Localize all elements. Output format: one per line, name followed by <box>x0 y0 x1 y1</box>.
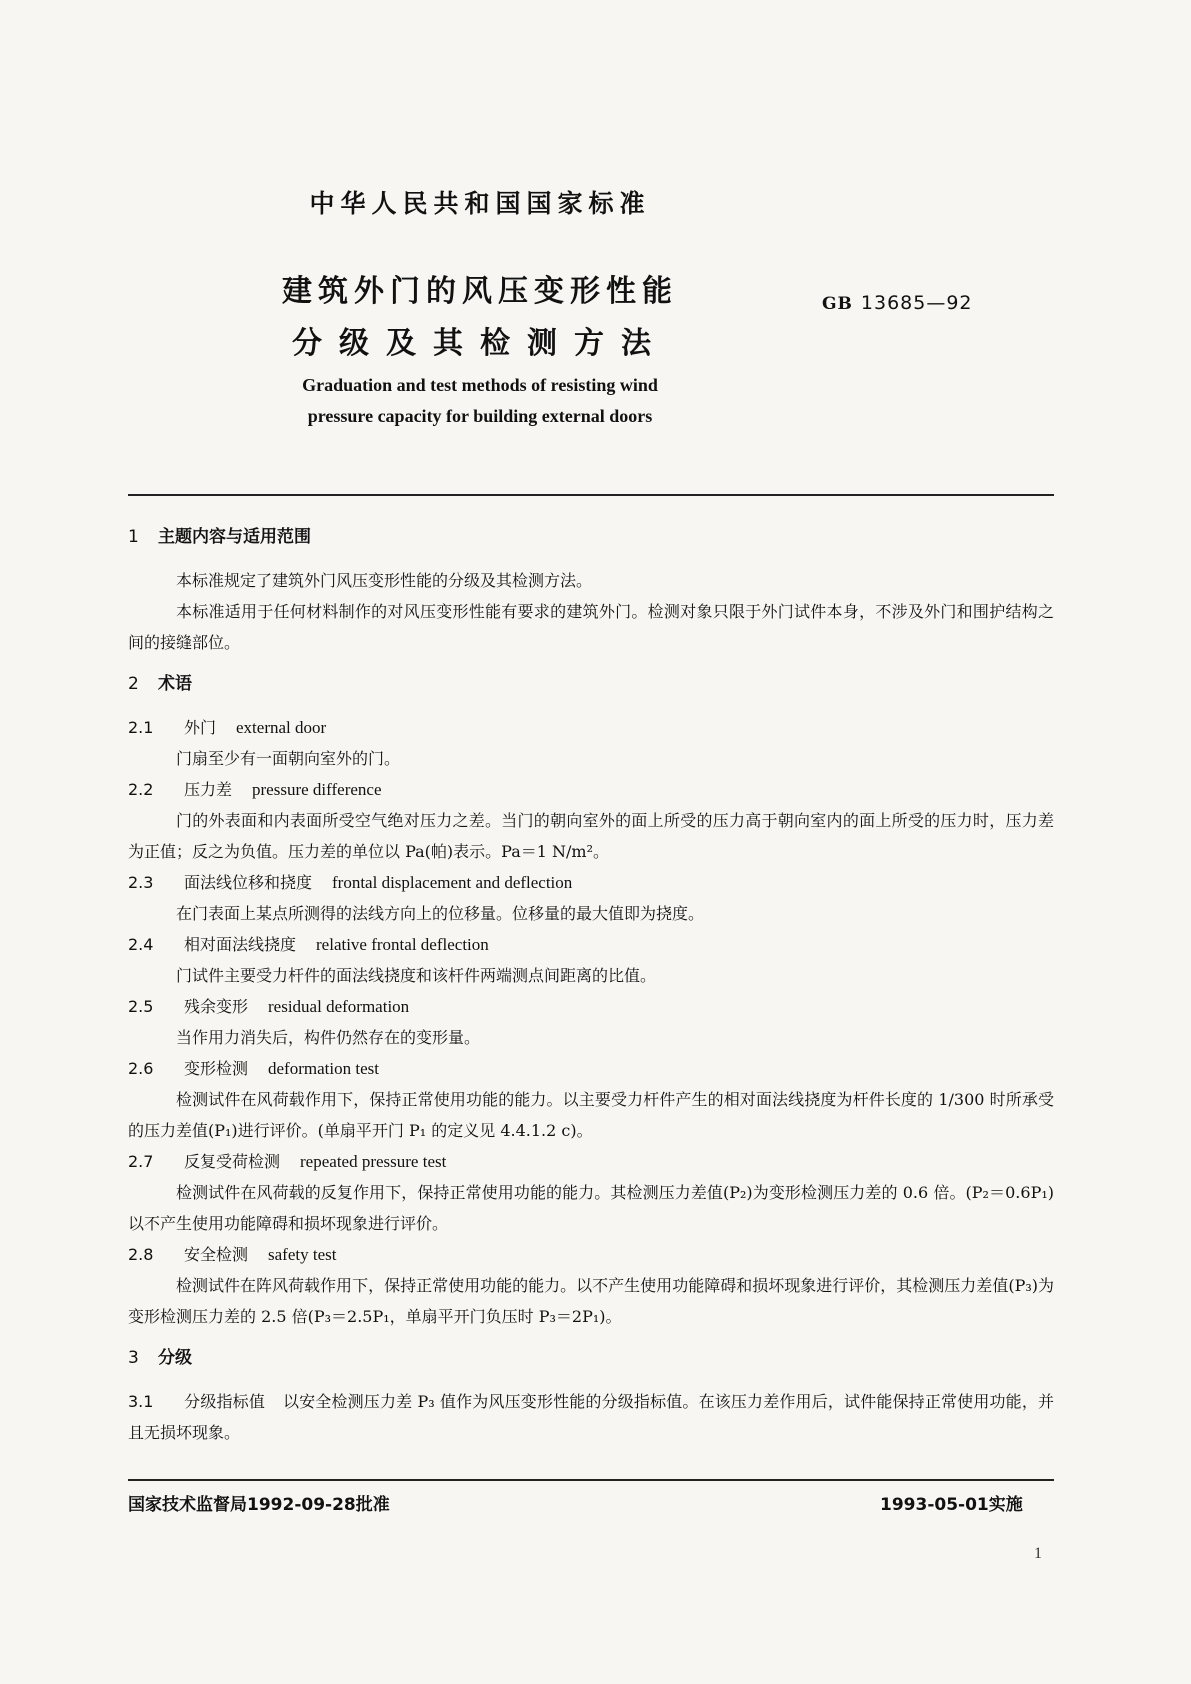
term-2-1 <box>128 712 1054 743</box>
english-title-line-2: pressure capacity for building external doors <box>307 406 653 426</box>
term-number: 2.6 <box>128 1059 154 1078</box>
standard-prefix: GB <box>822 294 853 314</box>
term-number: 2.4 <box>128 935 154 954</box>
term-cn: 外门 <box>184 718 217 737</box>
term-en: residual deformation <box>268 997 410 1016</box>
section-title: 分级 <box>158 1348 192 1368</box>
section-number: 1 <box>128 527 139 547</box>
implementation-date: 1993-05-01实施 <box>880 1495 1023 1515</box>
term-number: 2.5 <box>128 997 154 1016</box>
term-cn: 安全检测 <box>184 1245 249 1264</box>
term-en: relative frontal deflection <box>316 935 489 954</box>
term-definition: 门扇至少有一面朝向室外的门。 <box>176 749 401 768</box>
section-number: 3 <box>128 1348 139 1368</box>
term-cn: 反复受荷检测 <box>184 1152 281 1171</box>
term-2-3 <box>128 867 1054 898</box>
paragraph: 本标准适用于任何材料制作的对风压变形性能有要求的建筑外门。检测对象只限于外门试件本身，不涉及外门和围护结构之间的接缝部位。 <box>128 602 1054 652</box>
page-number: 1 <box>1034 1545 1042 1562</box>
header-divider <box>128 494 1054 496</box>
term-definition: 检测试件在风荷载作用下，保持正常使用功能的能力。以主要受力杆件产生的相对面法线挠度为杆件长度的 1/300 时所承受的压力差值(P₁)进行评价。(单扇平开门 P₁ 的定义见 4.4.1.2 c)。 <box>128 1090 1054 1140</box>
item-text: 以安全检测压力差 P₃ 值作为风压变形性能的分级指标值。在该压力差作用后，试件能保持正常使用功能，并且无损坏现象。 <box>128 1392 1054 1442</box>
standard-code <box>822 292 973 314</box>
section-3-heading <box>128 1346 1054 1370</box>
term-number: 2.7 <box>128 1152 154 1171</box>
term-definition: 当作用力消失后，构件仍然存在的变形量。 <box>176 1028 481 1047</box>
term-number: 2.1 <box>128 718 154 737</box>
item-number: 3.1 <box>128 1392 154 1411</box>
english-title-line-1: Graduation and test methods of resisting wind <box>302 375 658 395</box>
document-body <box>128 525 1054 1448</box>
section-1-heading <box>128 525 1054 549</box>
term-definition: 在门表面上某点所测得的法线方向上的位移量。位移量的最大值即为挠度。 <box>176 904 705 923</box>
term-en: external door <box>236 718 327 737</box>
term-number: 2.8 <box>128 1245 154 1264</box>
term-2-8 <box>128 1239 1054 1270</box>
term-en: deformation test <box>268 1059 379 1078</box>
term-2-2 <box>128 774 1054 805</box>
term-number: 2.3 <box>128 873 154 892</box>
term-cn: 残余变形 <box>184 997 249 1016</box>
term-definition: 检测试件在风荷载的反复作用下，保持正常使用功能的能力。其检测压力差值(P₂)为变形检测压力差的 0.6 倍。(P₂＝0.6P₁)以不产生使用功能障碍和损坏现象进行评价。 <box>128 1183 1054 1233</box>
term-number: 2.2 <box>128 780 154 799</box>
paragraph: 本标准规定了建筑外门风压变形性能的分级及其检测方法。 <box>176 571 593 590</box>
standard-number: 13685—92 <box>860 292 973 314</box>
term-2-6 <box>128 1053 1054 1084</box>
section-title: 术语 <box>158 674 192 694</box>
section-number: 2 <box>128 674 139 694</box>
term-en: repeated pressure test <box>300 1152 447 1171</box>
section-2-heading <box>128 672 1054 696</box>
item-title: 分级指标值 <box>184 1392 265 1411</box>
term-definition: 门试件主要受力杆件的面法线挠度和该杆件两端测点间距离的比值。 <box>176 966 657 985</box>
term-2-7 <box>128 1146 1054 1177</box>
term-en: pressure difference <box>252 780 382 799</box>
term-2-5 <box>128 991 1054 1022</box>
national-standard-heading: 中华人民共和国国家标准 <box>309 189 651 218</box>
term-en: safety test <box>268 1245 337 1264</box>
footer-divider <box>128 1479 1054 1481</box>
title-line-1: 建筑外门的风压变形性能 <box>282 274 678 309</box>
term-definition: 门的外表面和内表面所受空气绝对压力之差。当门的朝向室外的面上所受的压力高于朝向室内的面上所受的压力时，压力差为正值；反之为负值。压力差的单位以 Pa(帕)表示。Pa＝1 N/m²。 <box>128 811 1054 861</box>
term-cn: 压力差 <box>184 780 233 799</box>
approval-date: 国家技术监督局1992-09-28批准 <box>128 1495 390 1515</box>
term-definition: 检测试件在阵风荷载作用下，保持正常使用功能的能力。以不产生使用功能障碍和损坏现象进行评价，其检测压力差值(P₃)为变形检测压力差的 2.5 倍(P₃＝2.5P₁，单扇平开门负压时 P₃＝2P₁)。 <box>128 1276 1054 1326</box>
term-cn: 面法线位移和挠度 <box>184 873 313 892</box>
term-en: frontal displacement and deflection <box>332 873 573 892</box>
term-cn: 相对面法线挠度 <box>184 935 297 954</box>
item-3-1 <box>128 1386 1054 1448</box>
title-line-2: 分级及其检测方法 <box>292 326 668 361</box>
term-cn: 变形检测 <box>184 1059 249 1078</box>
term-2-4 <box>128 929 1054 960</box>
section-title: 主题内容与适用范围 <box>158 527 311 547</box>
